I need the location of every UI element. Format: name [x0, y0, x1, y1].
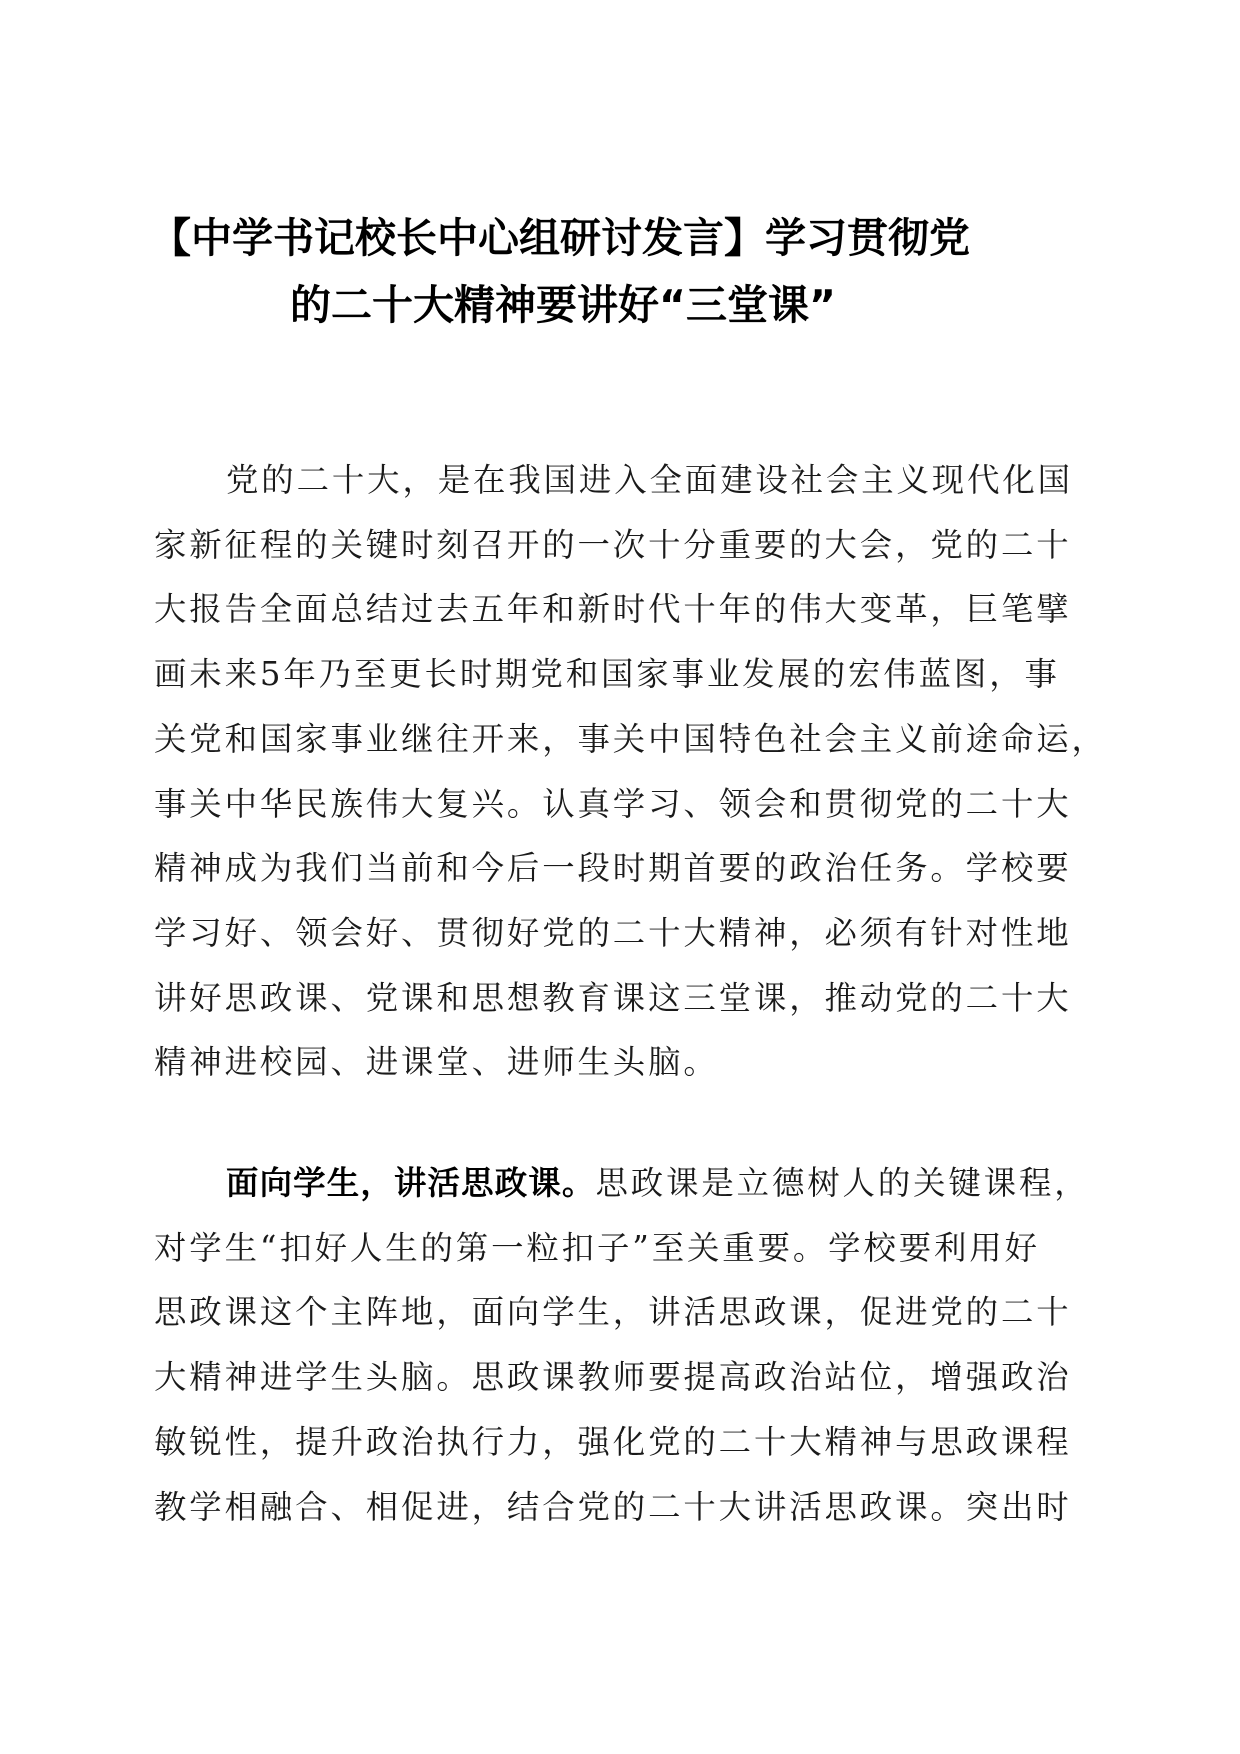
paragraph-intro: [154, 448, 1107, 1095]
text-line: 精神成为我们当前和今后一段时期首要的政治任务。学校要: [154, 849, 1072, 888]
section-first-line: [154, 1151, 1090, 1216]
text-line: 画未来5年乃至更长时期党和国家事业发展的宏伟蓝图，事: [154, 655, 1060, 694]
text-line: 对学生“扣好人生的第一粒扣子”至关重要。学校要利用好: [154, 1228, 1040, 1267]
text-line: 教学相融合、相促进，结合党的二十大讲活思政课。突出时: [154, 1487, 1072, 1526]
text-line: 大报告全面总结过去五年和新时代十年的伟大变革，巨笔擘: [154, 590, 1072, 629]
text-line: 党的二十大，是在我国进入全面建设社会主义现代化国: [226, 461, 1073, 499]
paragraph-section-1: [154, 1151, 1090, 1539]
section-first-line-text: 思政课是立德树人的关键课程，: [595, 1164, 1090, 1202]
title-line-2: 的二十大精神要讲好“三堂课”: [290, 281, 836, 329]
text-line: 精神进校园、进课堂、进师生头脑。: [154, 1043, 719, 1082]
section-heading: 面向学生，讲活思政课。: [226, 1164, 596, 1202]
text-line: 学习好、领会好、贯彻好党的二十大精神，必须有针对性地: [154, 913, 1072, 952]
text-line: 事关中华民族伟大复兴。认真学习、领会和贯彻党的二十大: [154, 784, 1072, 823]
text-line: 敏锐性，提升政治执行力，强化党的二十大精神与思政课程: [154, 1422, 1072, 1461]
text-line: 思政课这个主阵地，面向学生，讲活思政课，促进党的二十: [154, 1293, 1072, 1332]
text-line: 家新征程的关键时刻召开的一次十分重要的大会，党的二十: [154, 525, 1072, 564]
document-title: [150, 205, 1090, 339]
text-line: 讲好思政课、党课和思想教育课这三堂课，推动党的二十大: [154, 978, 1072, 1017]
text-line: 关党和国家事业继往开来，事关中国特色社会主义前途命运，: [154, 719, 1107, 758]
title-line-1: 【中学书记校长中心组研讨发言】学习贯彻党: [150, 214, 970, 262]
text-line: 大精神进学生头脑。思政课教师要提高政治站位，增强政治: [154, 1358, 1072, 1397]
